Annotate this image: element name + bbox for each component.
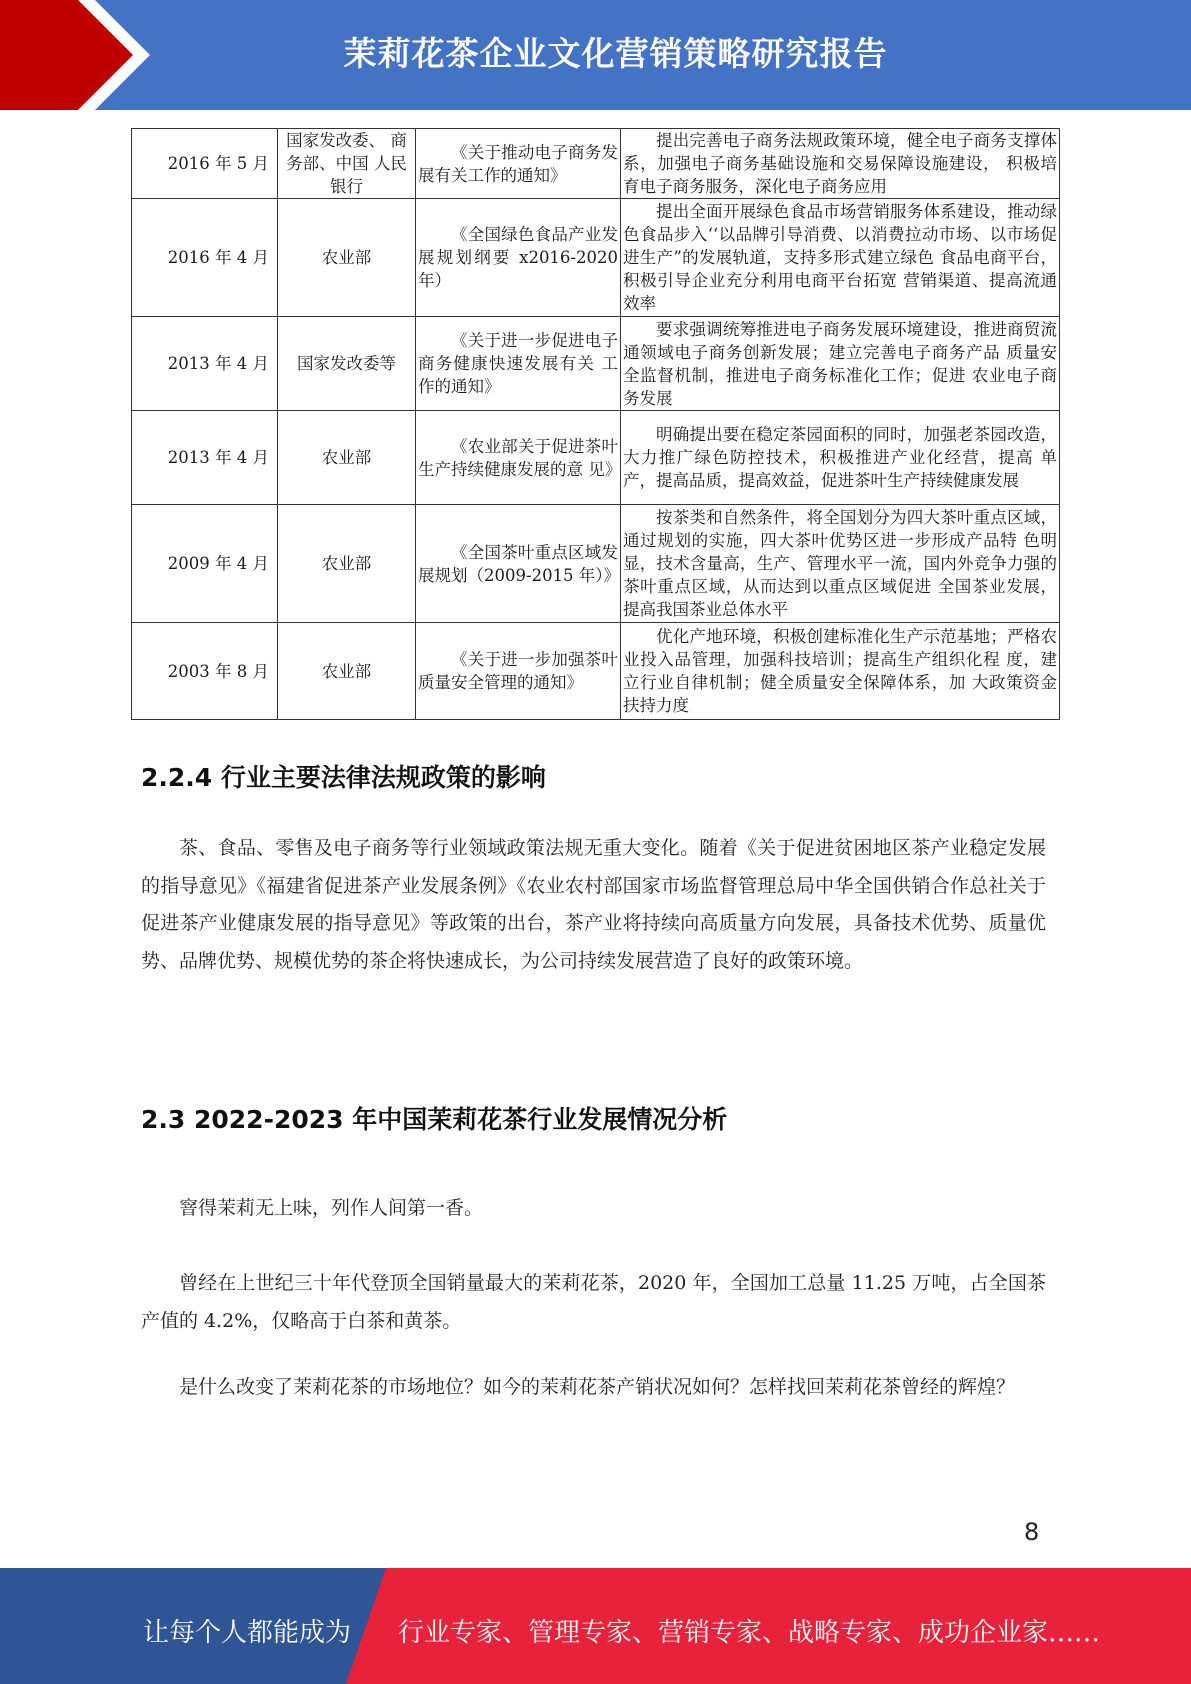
department-cell: 农业部 [278, 623, 416, 720]
content-cell: 要求强调统筹推进电子商务发展环境建设，推进商贸流通领域电子商务创新发展；建立完善电子商务产品 质量安全监督机制，推进电子商务标准化工作；促进 农业电子商务发展 [621, 317, 1060, 411]
page-header [0, 0, 1191, 110]
table-row [132, 505, 1060, 623]
page-footer [0, 1568, 1191, 1684]
header-chevron-decoration [0, 0, 150, 110]
footer-slogan-right: 行业专家、管理专家、营销专家、战略专家、成功企业家…… [398, 1618, 1101, 1648]
section-heading-2-3: 2.3 2022-2023 年中国茉莉花茶行业发展情况分析 [141, 1105, 728, 1134]
date-cell: 2009 年 4 月 [132, 505, 278, 623]
header-title: 茉莉花茶企业文化营销策略研究报告 [343, 34, 888, 73]
document-cell: 《全国茶叶重点区域发 展规划（2009-2015 年）》 [416, 505, 621, 623]
section-2-3-paragraph-2: 曾经在上世纪三十年代登顶全国销量最大的茉莉花茶，2020 年，全国加工总量 11.25 万吨，占全国茶产值的 4.2%，仅略高于白茶和黄茶。 [141, 1272, 1046, 1332]
content-cell: 优化产地环境，积极创建标准化生产示范基地；严格农业投入品管理，加强科技培训；提高生产组织化程 度，建立行业自律机制；健全质量安全保障体系，加 大政策资金扶持力度 [621, 623, 1060, 720]
date-cell: 2013 年 4 月 [132, 317, 278, 411]
document-cell: 《全国绿色食品产业发 展规划纲要 x2016-2020 年） [416, 199, 621, 317]
section-2-2-4-paragraph: 茶、食品、零售及电子商务等行业领域政策法规无重大变化。随着《关于促进贫困地区茶产业稳定发展的指导意见》《福建省促进茶产业发展条例》《农业农村部国家市场监督管理总局中华全国供销合作总社关于促进茶产业健康发展的指导意见》等政策的出台，茶产业将持续向高质量方向发展，具备技术优势、质量优势、品牌优势、规模优势的茶企将快速成长，为公司持续发展营造了良好的政策环境。 [141, 837, 1046, 972]
table-row [132, 129, 1060, 199]
document-cell: 《关于进一步加强茶叶 质量安全管理的通知》 [416, 623, 621, 720]
document-cell: 《关于推动电子商务发 展有关工作的通知》 [416, 129, 621, 199]
table-row [132, 317, 1060, 411]
date-cell: 2013 年 4 月 [132, 411, 278, 505]
department-cell: 国家发改委、 商务部、中国 人民银行 [278, 129, 416, 199]
document-cell: 《关于进一步促进电子 商务健康快速发展有关 工作的通知》 [416, 317, 621, 411]
department-cell: 国家发改委等 [278, 317, 416, 411]
footer-slogan-left: 让每个人都能成为 [143, 1618, 352, 1648]
content-cell: 提出完善电子商务法规政策环境，健全电子商务支撑体系，加强电子商务基础设施和交易保障设施建设， 积极培育电子商务服务，深化电子商务应用 [621, 129, 1060, 199]
section-2-3-paragraph-3: 是什么改变了茉莉花茶的市场地位？如今的茉莉花茶产销状况如何？怎样找回茉莉花茶曾经的辉煌？ [179, 1376, 1016, 1398]
department-cell: 农业部 [278, 411, 416, 505]
content-cell: 提出全面开展绿色食品市场营销服务体系建设，推动绿色食品步入‘‘以品牌引导消费、以消费拉动市场、以市场促进生产”的发展轨道，支持多形式建立绿色 食品电商平台，积极引导企业充分利用电商平台拓宽 营销渠道、提高流通效率 [621, 199, 1060, 317]
content-cell: 明确提出要在稳定茶园面积的同时，加强老茶园改造， 大力推广绿色防控技术，积极推进产业化经营，提高 单产，提高品质，提高效益，促进茶叶生产持续健康发展 [621, 411, 1060, 505]
page-number: 8 [1024, 1518, 1040, 1546]
content-cell: 按茶类和自然条件，将全国划分为四大茶叶重点区域， 通过规划的实施，四大茶叶优势区进一步形成产品特 色明显，技术含量高，生产、管理水平一流，国内外竞争力强的茶叶重点区域，从而达到以重点区域促进 全国茶业发展，提高我国茶业总体水平 [621, 505, 1060, 623]
table-row [132, 411, 1060, 505]
date-cell: 2016 年 5 月 [132, 129, 278, 199]
table-row [132, 199, 1060, 317]
table-row [132, 623, 1060, 720]
department-cell: 农业部 [278, 199, 416, 317]
policy-table [131, 128, 1060, 720]
section-2-3-paragraph-1: 窨得茉莉无上味，列作人间第一香。 [179, 1197, 484, 1219]
section-heading-2-2-4: 2.2.4 行业主要法律法规政策的影响 [141, 763, 546, 792]
department-cell: 农业部 [278, 505, 416, 623]
date-cell: 2003 年 8 月 [132, 623, 278, 720]
document-cell: 《农业部关于促进茶叶 生产持续健康发展的意 见》 [416, 411, 621, 505]
date-cell: 2016 年 4 月 [132, 199, 278, 317]
